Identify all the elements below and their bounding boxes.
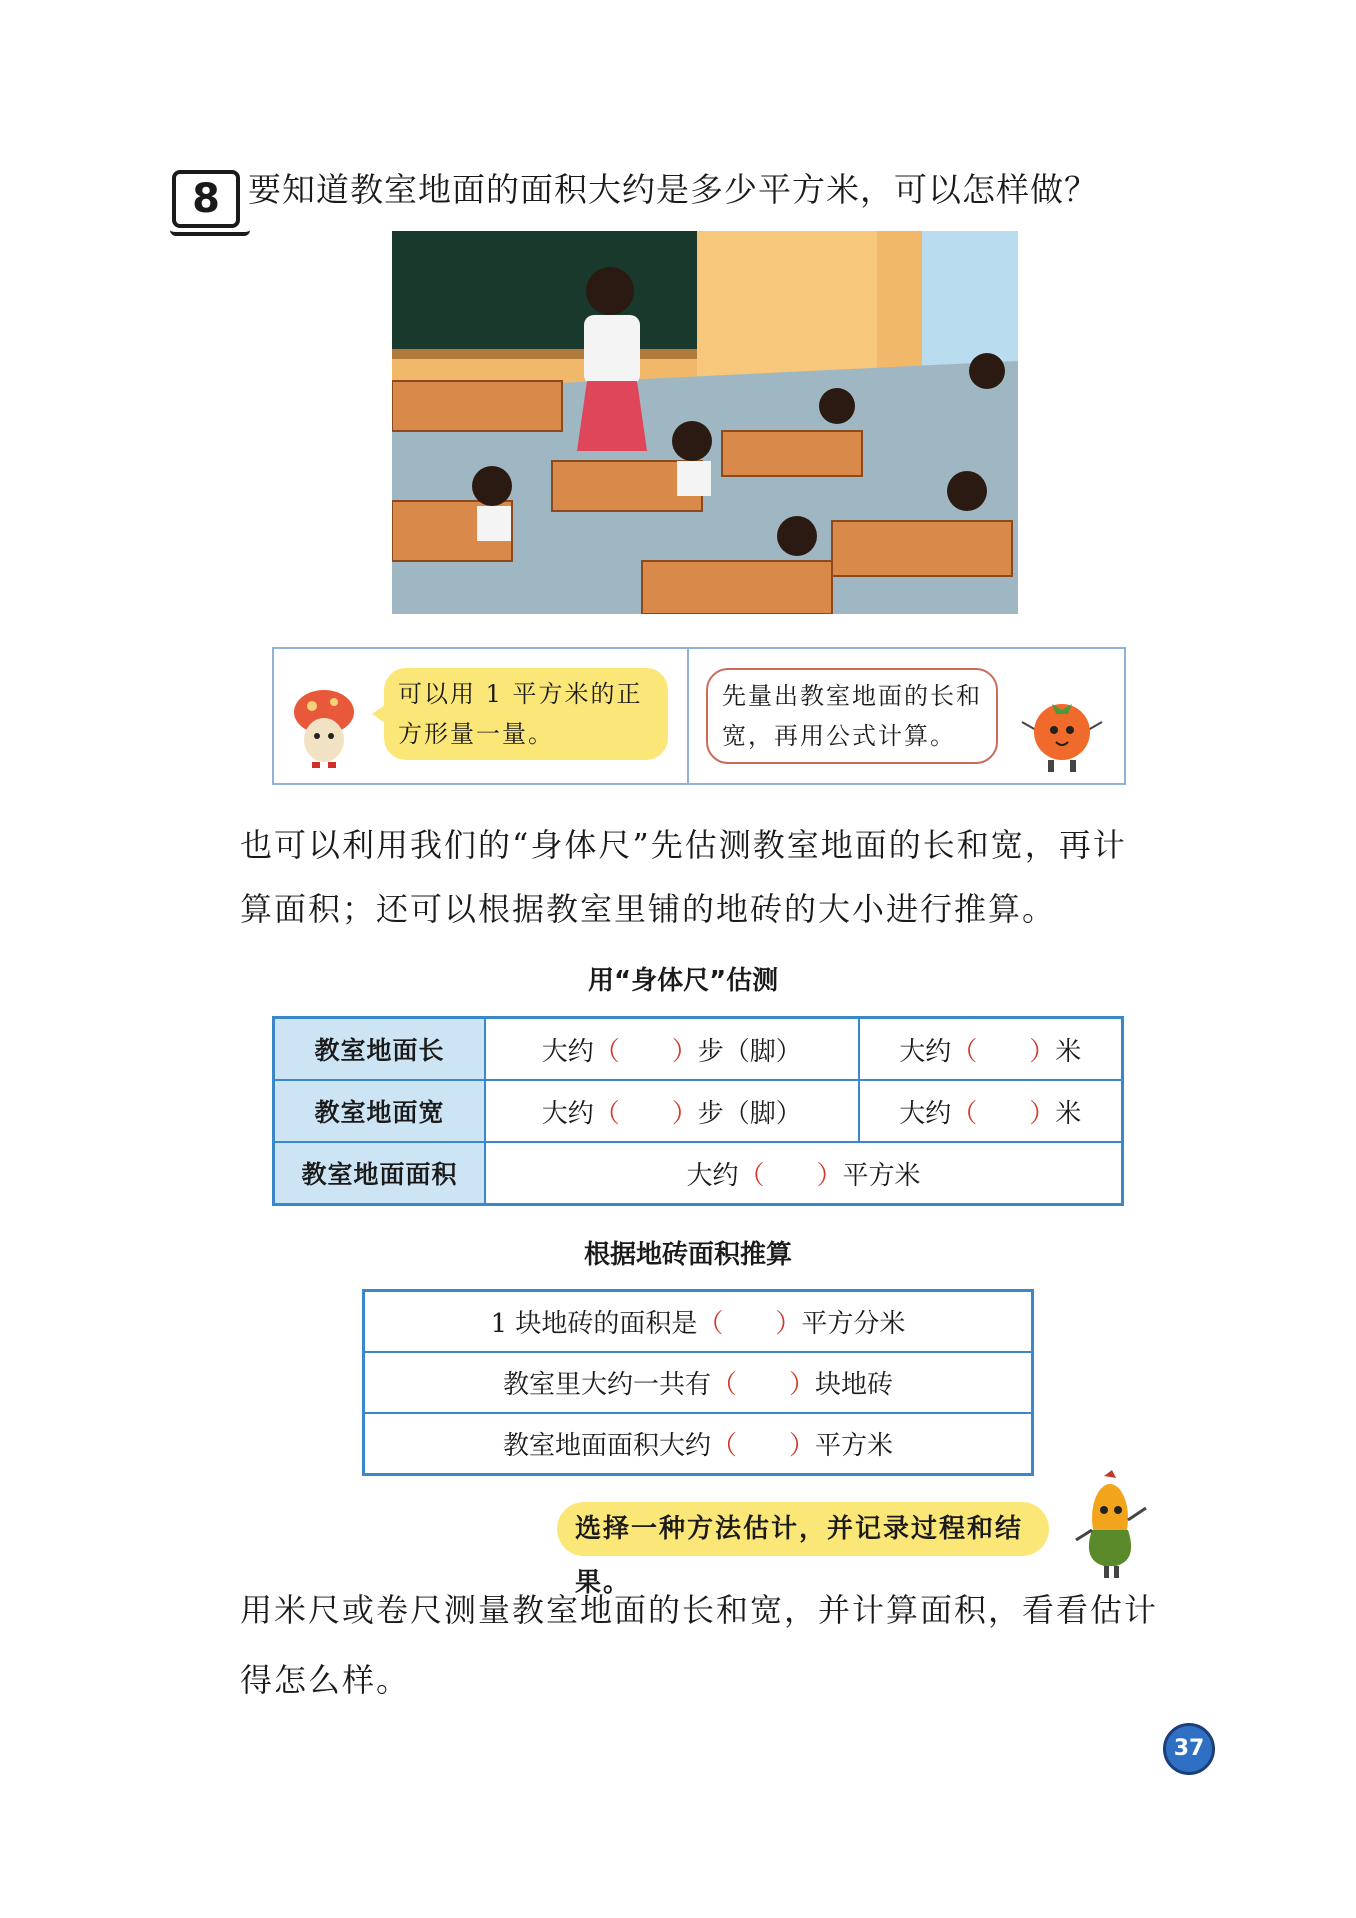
meters-cell: 大约（ ）米 xyxy=(859,1018,1123,1081)
tomato-character-icon xyxy=(1012,690,1112,776)
corn-character-icon xyxy=(1064,1470,1154,1580)
right-speech-bubble xyxy=(706,668,998,764)
row-header: 教室地面面积 xyxy=(274,1142,486,1205)
table-row xyxy=(364,1291,1033,1353)
meters-cell: 大约（ ）米 xyxy=(859,1080,1123,1142)
right-speech-text: 先量出教室地面的长和宽，再用公式计算。 xyxy=(722,682,982,750)
body-ruler-table xyxy=(272,1016,1124,1206)
tile-cell: 教室地面面积大约（ ）平方米 xyxy=(364,1413,1033,1475)
tile-estimate-table xyxy=(362,1289,1034,1476)
table-row xyxy=(274,1018,1123,1081)
mushroom-character-icon xyxy=(288,688,360,770)
table-row xyxy=(364,1352,1033,1413)
area-cell: 大约（ ）平方米 xyxy=(485,1142,1123,1205)
table-row xyxy=(274,1142,1123,1205)
problem-question: 要知道教室地面的面积大约是多少平方米，可以怎样做？ xyxy=(248,170,1098,209)
paragraph-2-line-2: 得怎么样。 xyxy=(240,1661,411,1699)
paragraph-1-line-2: 算面积；还可以根据教室里铺的地砖的大小进行推算。 xyxy=(240,890,1057,928)
tile-cell: 1 块地砖的面积是（ ）平方分米 xyxy=(364,1291,1033,1353)
left-speech-bubble xyxy=(384,668,668,760)
row-header: 教室地面长 xyxy=(274,1018,486,1081)
tile-estimate-caption: 根据地砖面积推算 xyxy=(584,1240,793,1270)
table-row xyxy=(364,1413,1033,1475)
tip-text: 选择一种方法估计，并记录过程和结果。 xyxy=(575,1514,1024,1598)
steps-cell: 大约（ ）步（脚） xyxy=(485,1018,859,1081)
tip-bubble xyxy=(557,1502,1049,1598)
left-speech-text: 可以用 1 平方米的正方形量一量。 xyxy=(398,680,643,748)
problem-number-badge: 8 xyxy=(172,170,240,228)
classroom-illustration xyxy=(392,231,1018,614)
row-header: 教室地面宽 xyxy=(274,1080,486,1142)
dialogue-divider xyxy=(687,647,689,783)
steps-cell: 大约（ ）步（脚） xyxy=(485,1080,859,1142)
table-row xyxy=(274,1080,1123,1142)
body-ruler-caption: 用“身体尺”估测 xyxy=(588,966,779,996)
paragraph-1-line-1: 也可以利用我们的“身体尺”先估测教室地面的长和宽，再计 xyxy=(240,826,1127,864)
page-number-badge: 37 xyxy=(1163,1723,1215,1775)
tile-cell: 教室里大约一共有（ ）块地砖 xyxy=(364,1352,1033,1413)
paragraph-2-line-1: 用米尺或卷尺测量教室地面的长和宽，并计算面积，看看估计 xyxy=(240,1591,1159,1629)
